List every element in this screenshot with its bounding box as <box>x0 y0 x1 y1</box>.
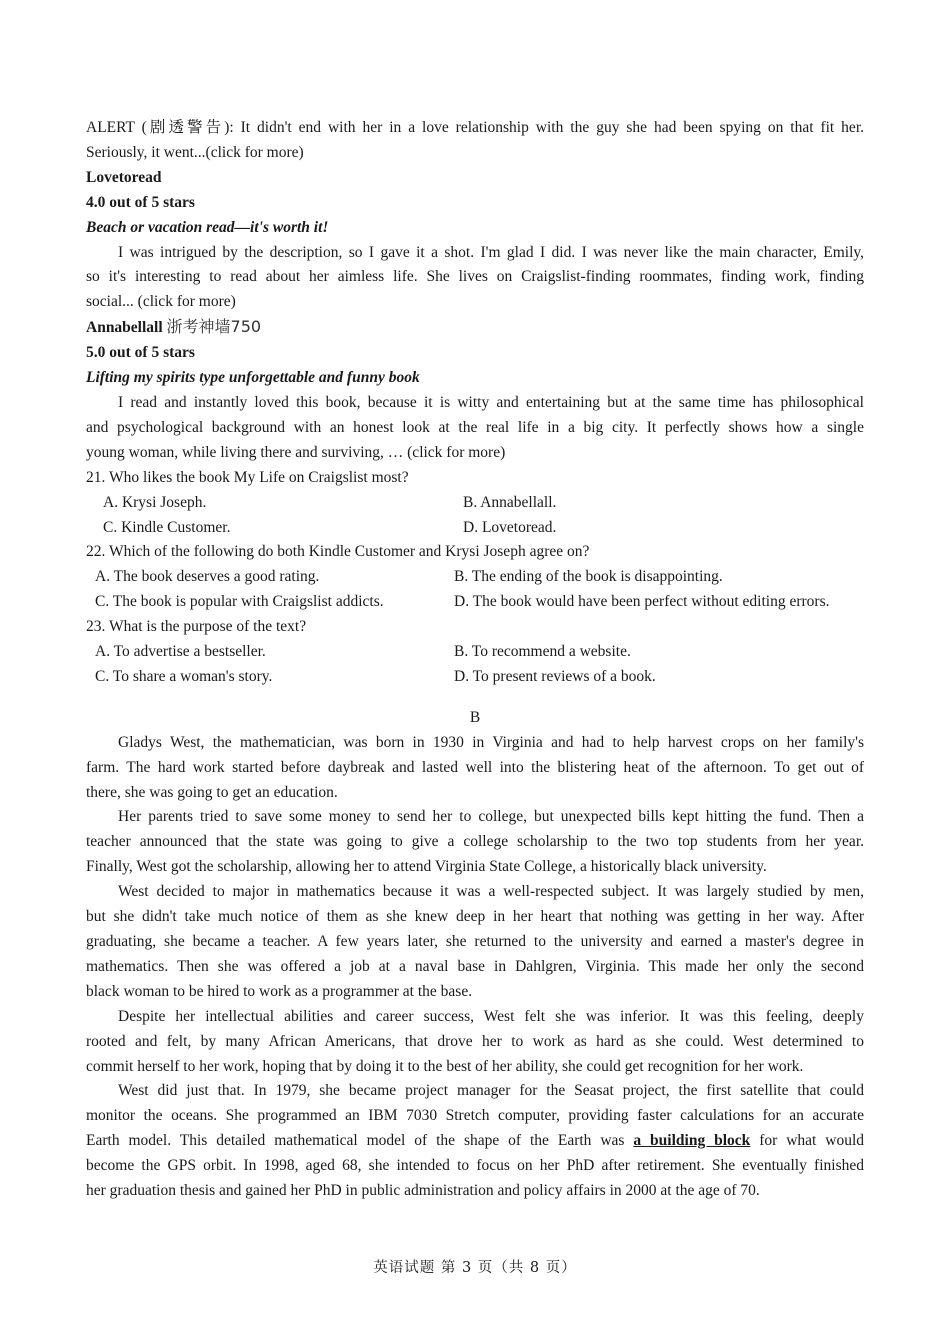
review-body-line: young woman, while living there and surviving, … (click for more) <box>86 443 506 461</box>
page-footer: 英语试题 第 3 页（共 8 页） <box>373 1260 577 1276</box>
passage-line: commit herself to her work, hoping that by doing it to the best of her ability, she could get recognition for her work. <box>86 1057 804 1075</box>
option-c: C. To share a woman's story. <box>95 667 273 685</box>
passage-line: Finally, West got the scholarship, allowing her to attend Virginia State College, a historically black university. <box>86 858 767 876</box>
passage-line: West did just that. In 1979, she became project manager for the Seasat project, the first satellite that could <box>118 1082 864 1100</box>
review-headline: Beach or vacation read—it's worth it! <box>86 218 329 236</box>
passage-line: farm. The hard work started before daybreak and lasted well into the blistering heat of the afternoon. To get out of <box>86 758 864 776</box>
option-row <box>86 665 864 690</box>
option-c: C. Kindle Customer. <box>103 518 231 536</box>
passage-line: Gladys West, the mathematician, was born in 1930 in Virginia and had to help harvest crops on her family's <box>118 733 864 751</box>
reviewer-name: Annabellall <box>86 319 163 337</box>
option-row <box>86 590 864 615</box>
review-body-line: I read and instantly loved this book, because it is witty and entertaining but at the same time has philosophical <box>118 393 864 411</box>
passage-line <box>86 1129 864 1154</box>
question-stem: 23. What is the purpose of the text? <box>86 618 307 636</box>
passage-line: Her parents tried to save some money to send her to college, but unexpected bills kept hitting the fund. Then a <box>118 808 864 826</box>
option-a: A. Krysi Joseph. <box>103 493 207 511</box>
review-alert-line: ALERT (剧透警告): It didn't end with her in a love relationship with the guy she had been spying on that fit her. <box>86 119 864 136</box>
passage-line: but she didn't take much notice of them as she knew deep in her heart that nothing was getting in her way. After <box>86 908 864 926</box>
review-body-line: and psychological background with an honest look at the real life in a big city. It perfectly shows how a single <box>86 418 864 436</box>
passage-line: West decided to major in mathematics because it was a well-respected subject. It was largely studied by men, <box>118 883 864 901</box>
option-b: B. To recommend a website. <box>454 643 631 661</box>
passage-line: Despite her intellectual abilities and career success, West felt she was inferior. It was this feeling, deeply <box>118 1007 864 1025</box>
passage-line: teacher announced that the state was going to give a college scholarship to the two top students from her year. <box>86 833 864 851</box>
passage-line: her graduation thesis and gained her PhD in public administration and policy affairs in 2000 at the age of 70. <box>86 1182 760 1200</box>
review-body-line: I was intrigued by the description, so I gave it a shot. I'm glad I did. I was never like the main character, Emily, <box>118 243 864 261</box>
option-c: C. The book is popular with Craigslist addicts. <box>95 593 384 611</box>
option-b: B. Annabellall. <box>463 493 557 511</box>
option-d: D. The book would have been perfect without editing errors. <box>454 593 830 611</box>
review-body-line: social... (click for more) <box>86 293 236 311</box>
passage-line: graduating, she became a teacher. A few years later, she returned to the university and earned a master's degree in <box>86 933 864 950</box>
passage-line: there, she was going to get an education. <box>86 783 338 801</box>
review-body-line: so it's interesting to read about her aimless life. She lives on Craigslist-finding roommates, finding work, finding <box>86 268 864 286</box>
passage-text: for what would <box>750 1132 865 1150</box>
option-d: D. Lovetoread. <box>463 518 557 536</box>
passage-line: rooted and felt, by many African Americans, that drove her to work as hard as she could. West determined to <box>86 1032 864 1050</box>
option-b: B. The ending of the book is disappointing. <box>454 568 723 586</box>
section-label: B <box>469 708 481 726</box>
option-a: A. To advertise a bestseller. <box>95 643 266 661</box>
review-rating: 4.0 out of 5 stars <box>86 193 195 211</box>
passage-line: mathematics. Then she was offered a job at a naval base in Dahlgren, Virginia. This made her only the second <box>86 957 864 975</box>
reviewer-name: Lovetoread <box>86 168 162 186</box>
review-rating: 5.0 out of 5 stars <box>86 344 195 362</box>
passage-line: monitor the oceans. She programmed an IBM 7030 Stretch computer, providing faster calculations for an accurate <box>86 1107 864 1125</box>
option-d: D. To present reviews of a book. <box>454 667 656 685</box>
review-alert-line: Seriously, it went...(click for more) <box>86 143 304 161</box>
review-headline: Lifting my spirits type unforgettable and funny book <box>86 369 420 387</box>
option-row <box>86 491 864 516</box>
passage-line: become the GPS orbit. In 1998, aged 68, she intended to focus on her PhD after retirement. She eventually finished <box>86 1157 864 1175</box>
passage-text: Earth model. This detailed mathematical model of the shape of the Earth was <box>86 1132 634 1150</box>
question-stem: 22. Which of the following do both Kindle Customer and Krysi Joseph agree on? <box>86 543 590 561</box>
option-row <box>86 565 864 590</box>
passage-line: black woman to be hired to work as a programmer at the base. <box>86 982 473 1000</box>
page-content <box>86 116 864 1204</box>
underlined-phrase: a building block <box>633 1132 751 1150</box>
option-row <box>86 640 864 665</box>
option-a: A. The book deserves a good rating. <box>95 568 320 586</box>
watermark-text: 浙考神墙750 <box>166 317 262 337</box>
reviewer-row <box>86 315 864 341</box>
option-row <box>86 516 864 541</box>
question-stem: 21. Who likes the book My Life on Craigslist most? <box>86 468 409 486</box>
